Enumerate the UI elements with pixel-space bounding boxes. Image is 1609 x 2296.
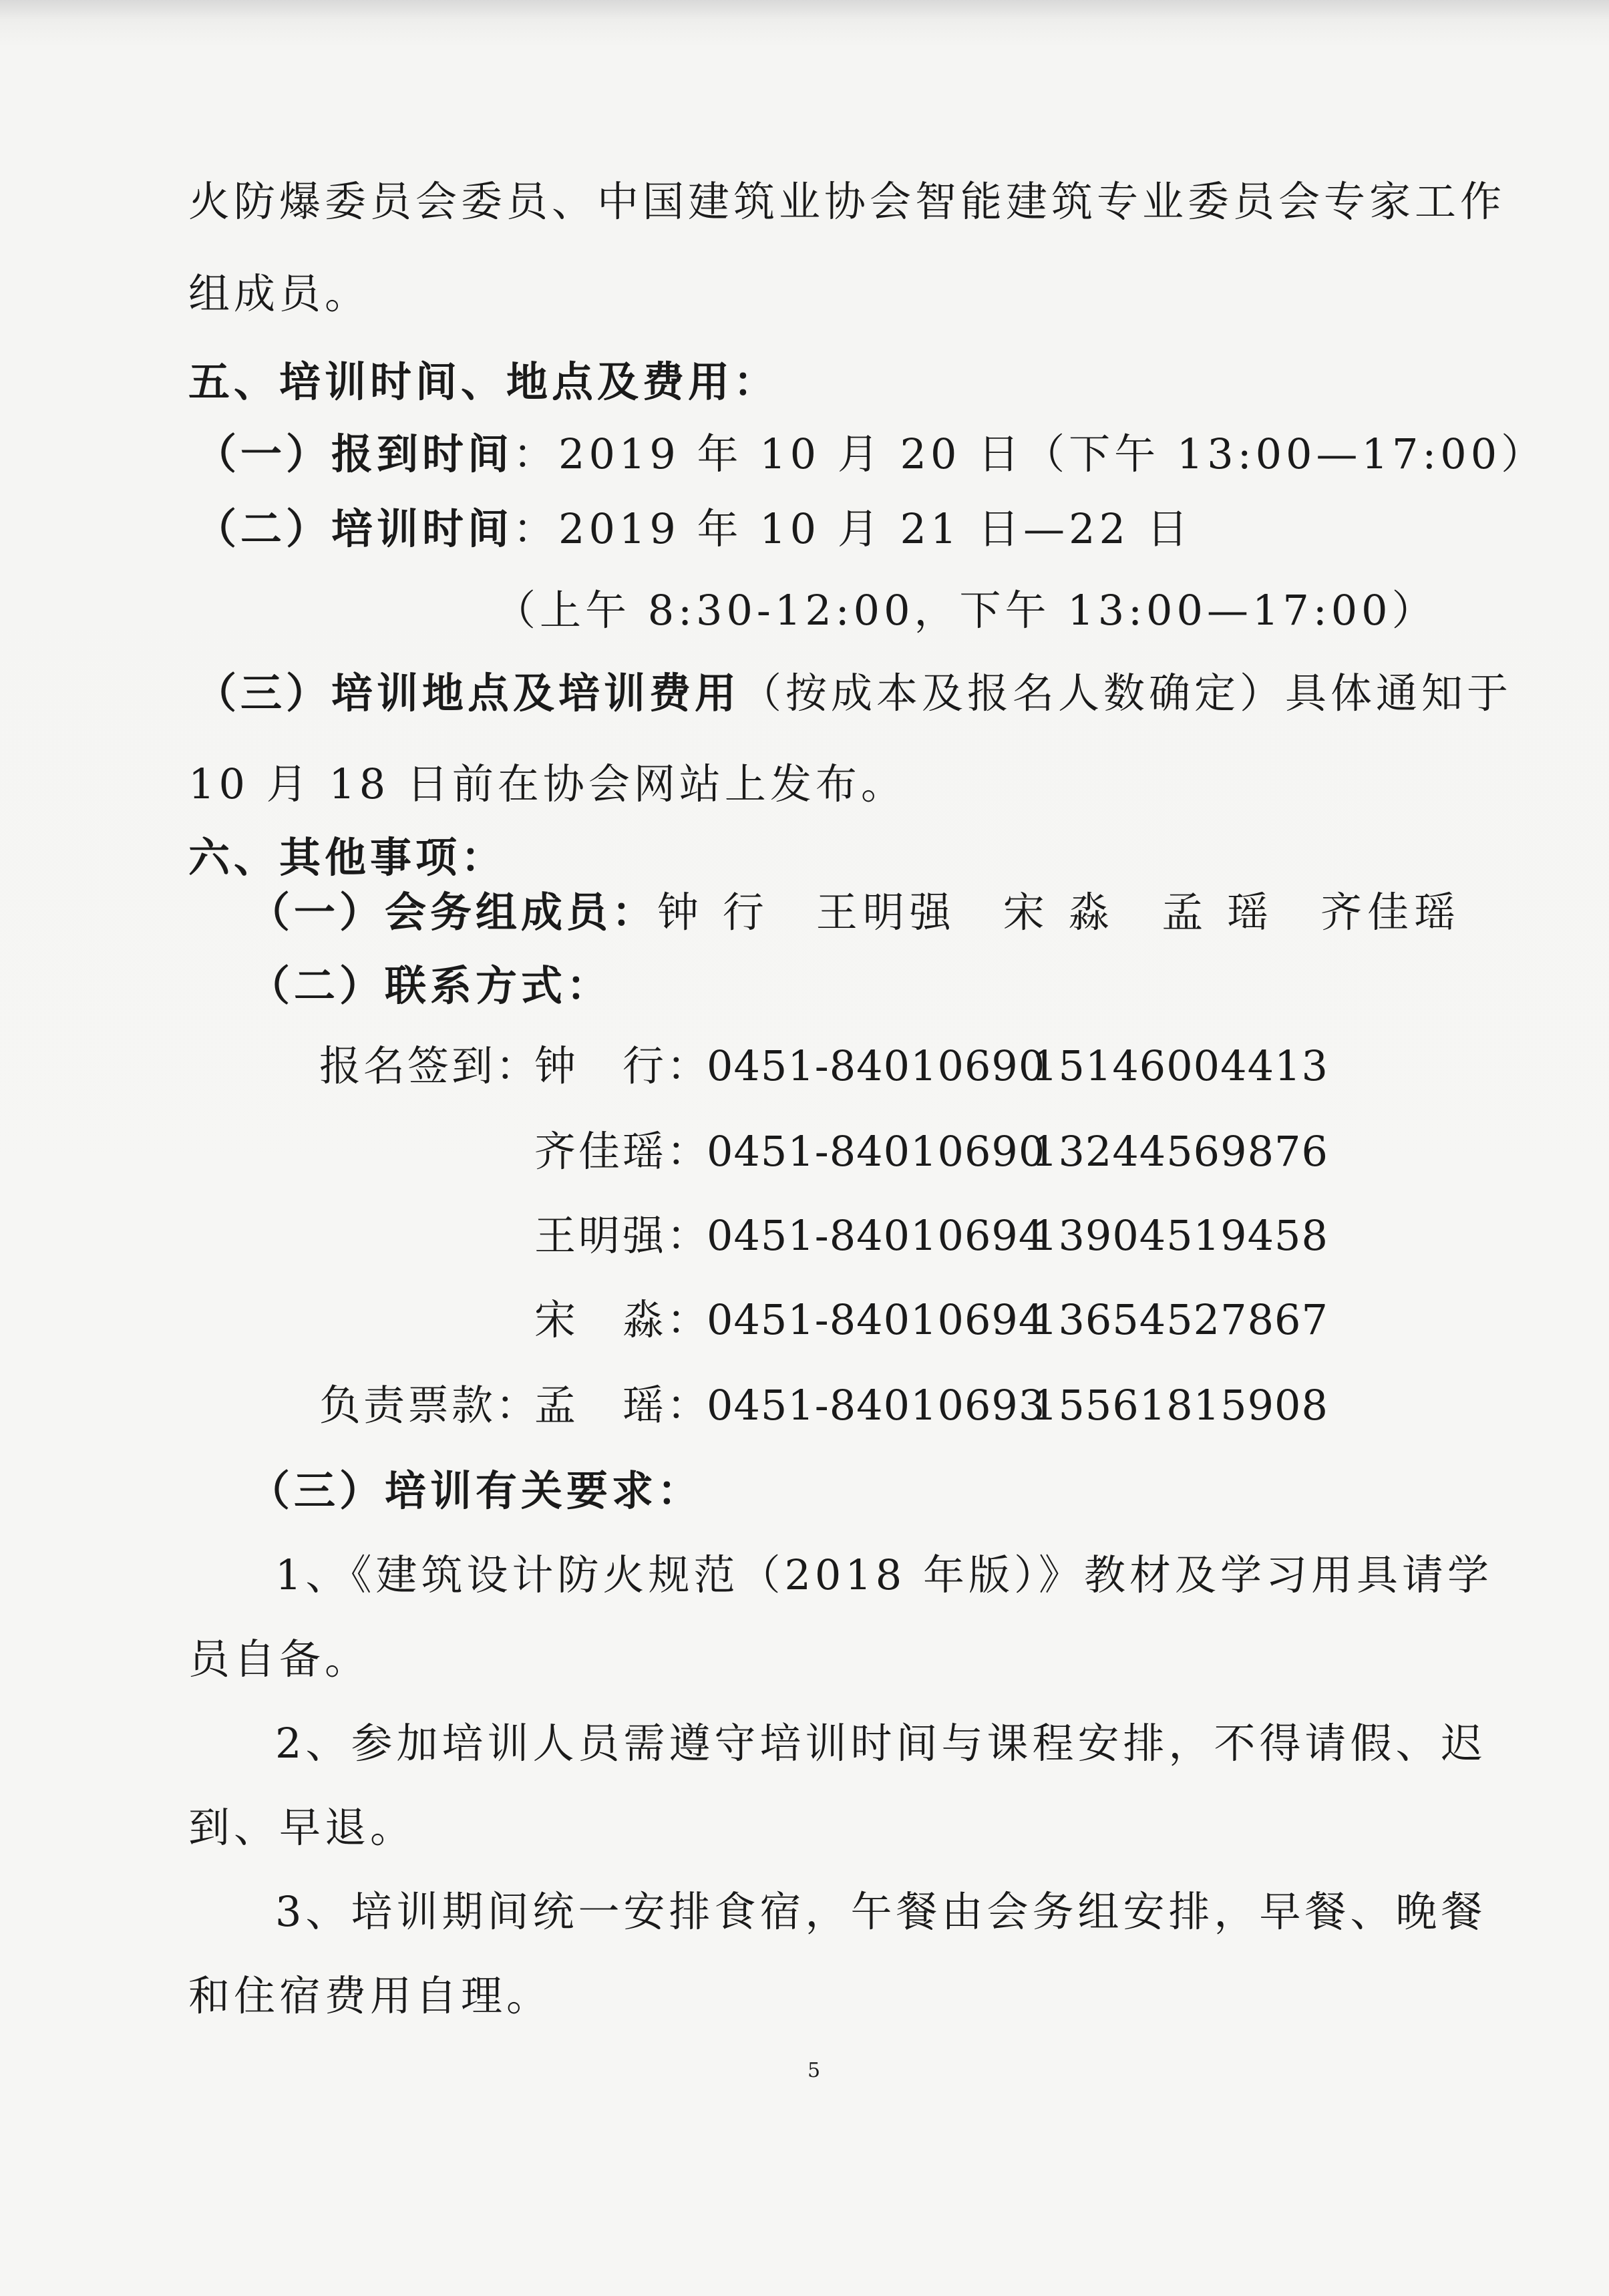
staff-line: [248, 886, 1461, 939]
body-line-2: 组成员。: [188, 269, 371, 318]
contact-mobile: 13244569876: [1031, 1127, 1328, 1176]
contact-role: 负责票款：: [319, 1381, 540, 1430]
requirement-1-cont: 员自备。: [188, 1635, 371, 1683]
body-line-1: 火防爆委员会委员、中国建筑业协会智能建筑专业委员会专家工作: [188, 177, 1506, 226]
training-time-label: （二）培训时间: [195, 504, 514, 553]
contact-mobile: 13904519458: [1031, 1211, 1328, 1260]
contact-name: 孟 瑶：: [534, 1381, 711, 1430]
report-time-label: （一）报到时间: [195, 430, 514, 478]
training-time-value: ：2019 年 10 月 21 日—22 日: [513, 504, 1192, 553]
requirement-3: 3、培训期间统一安排食宿，午餐由会务组安排，早餐、晚餐: [275, 1887, 1487, 1936]
contact-name: 齐佳瑶：: [534, 1127, 711, 1176]
location-fee-cont: 10 月 18 日前在协会网站上发布。: [188, 760, 906, 808]
contact-mobile: 15146004413: [1031, 1041, 1328, 1090]
page-number: 5: [808, 2059, 821, 2082]
contact-label: （二）联系方式：: [248, 961, 612, 1010]
location-fee-line: [195, 667, 1512, 720]
location-fee-label: （三）培训地点及培训费用: [195, 669, 741, 717]
staff-label: （一）会务组成员：: [248, 888, 658, 937]
requirement-3-cont: 和住宿费用自理。: [188, 1971, 552, 2020]
location-fee-value: （按成本及报名人数确定）具体通知于: [740, 669, 1513, 717]
requirement-1: 1、《建筑设计防火规范（2018 年版）》教材及学习用具请学: [275, 1550, 1493, 1599]
contact-mobile: 13654527867: [1031, 1295, 1328, 1344]
requirements-label: （三）培训有关要求：: [248, 1466, 703, 1515]
contact-name: 宋 淼：: [534, 1295, 711, 1344]
contact-name: 钟 行：: [534, 1041, 711, 1090]
contact-phone: 0451-84010693: [707, 1381, 1046, 1430]
report-time-value: ：2019 年 10 月 20 日（下午 13:00—17:00）: [513, 430, 1547, 478]
contact-name: 王明强：: [534, 1211, 711, 1260]
report-time-line: [195, 428, 1546, 481]
contact-mobile: 15561815908: [1031, 1381, 1328, 1430]
requirement-2: 2、参加培训人员需遵守培训时间与课程安排，不得请假、迟: [275, 1719, 1487, 1768]
staff-names: 钟 行 王明强 宋 淼 孟 瑶 齐佳瑶: [657, 888, 1461, 937]
requirement-2-cont: 到、早退。: [188, 1803, 416, 1852]
training-time-sub: （上午 8:30-12:00，下午 13:00—17:00）: [494, 586, 1437, 635]
contact-phone: 0451-84010694: [707, 1295, 1046, 1344]
contact-phone: 0451-84010694: [707, 1211, 1046, 1260]
contact-phone: 0451-84010690: [707, 1041, 1046, 1090]
training-time-line: [195, 502, 1192, 556]
contact-role: 报名签到：: [319, 1041, 540, 1090]
section-6-heading: 六、其他事项：: [188, 833, 507, 882]
contact-phone: 0451-84010690: [707, 1127, 1046, 1176]
section-5-heading: 五、培训时间、地点及费用：: [188, 357, 779, 406]
